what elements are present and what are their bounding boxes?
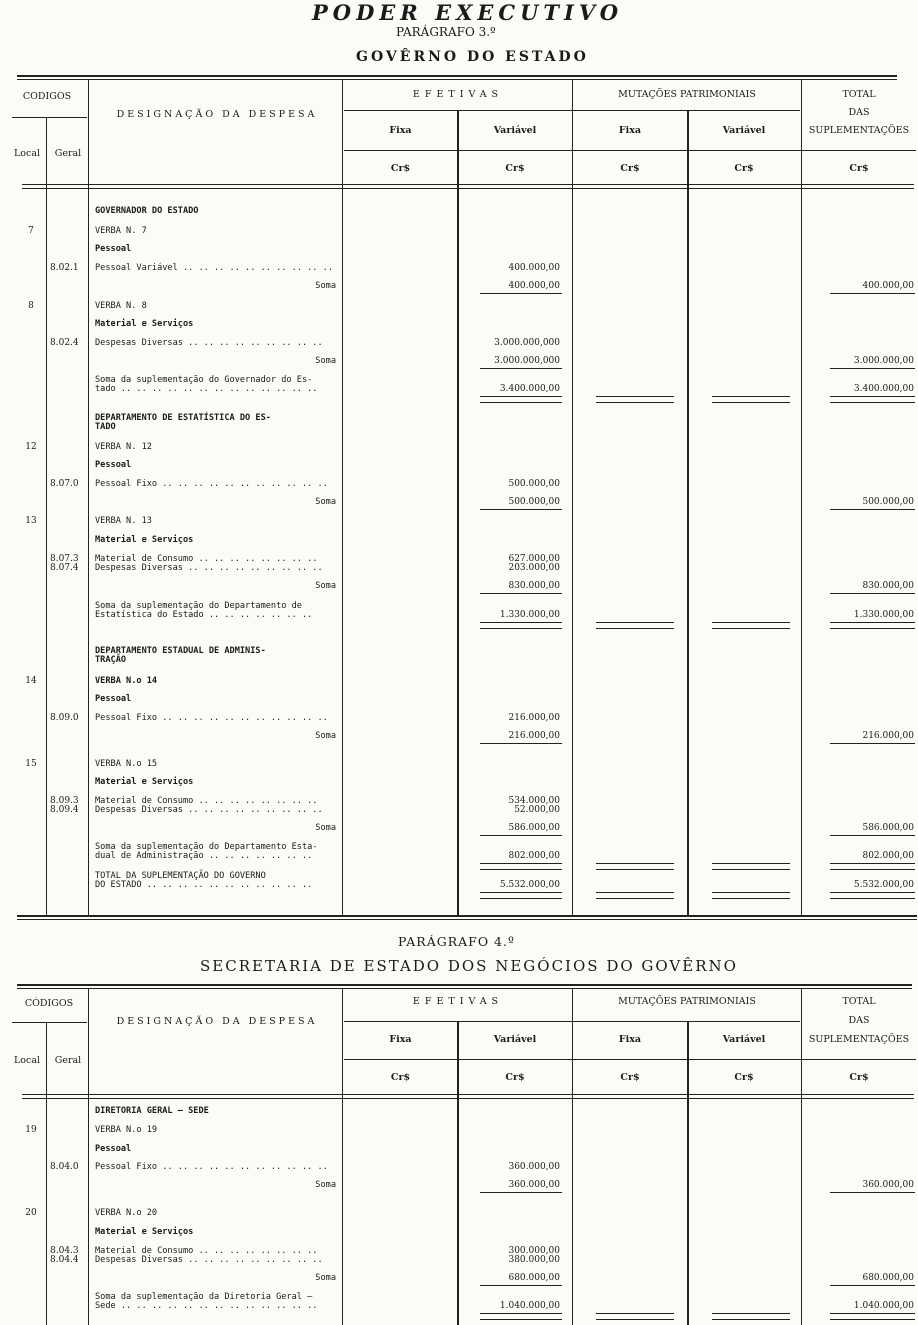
header-codigos: CODIGOS xyxy=(22,91,72,102)
variavel-value: 380.000,00 xyxy=(508,1255,560,1265)
soma-label: Soma xyxy=(315,281,336,291)
soma-label: Soma xyxy=(315,1273,336,1283)
row-local-code: 12 xyxy=(25,442,37,452)
row-description: Pessoal Fixo .. .. .. .. .. .. .. .. .. .. .. xyxy=(95,713,328,723)
header-geral: Geral xyxy=(54,1055,82,1066)
row-description: Soma da suplementação do Departamento Esta- xyxy=(95,842,318,852)
header-currency: Cr$ xyxy=(734,1072,754,1083)
row-geral-code: 8.09.3 xyxy=(50,796,79,806)
header-local: Local xyxy=(14,148,41,159)
row-description: Soma da suplementação da Diretoria Geral — xyxy=(95,1292,313,1302)
row-local-code: 8 xyxy=(28,301,34,311)
row-geral-code: 8.07.0 xyxy=(50,479,79,489)
variavel-value: 3.000.000,000 xyxy=(494,338,560,348)
row-description: Material e Serviços xyxy=(95,535,194,545)
row-description: VERBA N.o 15 xyxy=(95,759,158,769)
variavel-value: 400.000,00 xyxy=(508,263,560,273)
header-total: TOTAL xyxy=(842,89,876,100)
row-description: dual de Administração .. .. .. .. .. .. .. xyxy=(95,851,313,861)
total-value: 680.000,00 xyxy=(862,1273,914,1283)
row-description: Soma da suplementação do Governador do Es- xyxy=(95,375,313,385)
soma-label: Soma xyxy=(315,823,336,833)
row-geral-code: 8.07.4 xyxy=(50,563,79,573)
header-currency: Cr$ xyxy=(505,163,525,174)
row-description: VERBA N. 7 xyxy=(95,226,147,236)
row-description: Soma da suplementação do Departamento de xyxy=(95,601,302,611)
section-title-governo: GOVÊRNO DO ESTADO xyxy=(356,49,589,65)
variavel-value: 360.000,00 xyxy=(508,1180,560,1190)
total-value: 830.000,00 xyxy=(862,581,914,591)
row-description: Pessoal Variável .. .. .. .. .. .. .. .. .. .. xyxy=(95,263,333,273)
row-description: Estatística do Estado .. .. .. .. .. .. .. xyxy=(95,610,313,620)
soma-label: Soma xyxy=(315,581,336,591)
row-geral-code: 8.04.4 xyxy=(50,1255,79,1265)
row-description: Pessoal xyxy=(95,1144,132,1154)
header-suplementacoes: SUPLEMENTAÇÕES xyxy=(808,125,910,136)
variavel-value: 360.000,00 xyxy=(508,1162,560,1172)
header-efetivas: EFETIVAS xyxy=(412,996,504,1007)
total-value: 3.000.000,00 xyxy=(853,356,914,366)
total-value: 400.000,00 xyxy=(862,281,914,291)
header-efetivas: EFETIVAS xyxy=(412,89,504,100)
total-value: 500.000,00 xyxy=(862,497,914,507)
variavel-value: 500.000,00 xyxy=(508,479,560,489)
variavel-value: 52.000,00 xyxy=(514,805,560,815)
row-description: TRAÇÃO xyxy=(95,655,127,665)
row-description: DEPARTAMENTO ESTADUAL DE ADMINIS- xyxy=(95,646,266,656)
row-description: Material de Consumo .. .. .. .. .. .. .. .. xyxy=(95,1246,318,1256)
variavel-value: 216.000,00 xyxy=(508,731,560,741)
total-value: 1.330.000,00 xyxy=(853,610,914,620)
soma-label: Soma xyxy=(315,731,336,741)
row-description: VERBA N. 13 xyxy=(95,516,152,526)
total-value: 216.000,00 xyxy=(862,731,914,741)
row-geral-code: 8.02.4 xyxy=(50,338,79,348)
row-local-code: 14 xyxy=(25,676,37,686)
row-description: VERBA N.o 19 xyxy=(95,1125,158,1135)
row-description: DEPARTAMENTO DE ESTATÍSTICA DO ES- xyxy=(95,413,271,423)
variavel-value: 400.000,00 xyxy=(508,281,560,291)
row-description: Despesas Diversas .. .. .. .. .. .. .. .. .. xyxy=(95,338,323,348)
row-geral-code: 8.02.1 xyxy=(50,263,79,273)
row-description: VERBA N. 12 xyxy=(95,442,152,452)
row-description: Material de Consumo .. .. .. .. .. .. .. .. xyxy=(95,554,318,564)
header-fixa-mutacoes: Fixa xyxy=(618,1034,642,1045)
row-description: Pessoal xyxy=(95,460,132,470)
header-variavel-mutacoes: Variável xyxy=(722,125,766,136)
row-geral-code: 8.09.4 xyxy=(50,805,79,815)
variavel-value: 680.000,00 xyxy=(508,1273,560,1283)
row-description: Material e Serviços xyxy=(95,777,194,787)
total-value: 360.000,00 xyxy=(862,1180,914,1190)
paragraph-heading-4: PARÁGRAFO 4.º xyxy=(398,934,515,949)
header-codigos: CÓDIGOS xyxy=(24,998,74,1009)
soma-label: Soma xyxy=(315,497,336,507)
row-local-code: 7 xyxy=(28,226,34,236)
header-currency: Cr$ xyxy=(390,163,411,174)
row-description: Sede .. .. .. .. .. .. .. .. .. .. .. .. .. xyxy=(95,1301,318,1311)
header-variavel-mutacoes: Variável xyxy=(722,1034,766,1045)
row-description: DO ESTADO .. .. .. .. .. .. .. .. .. .. .. xyxy=(95,880,313,890)
variavel-value: 300.000,00 xyxy=(508,1246,560,1256)
row-local-code: 15 xyxy=(25,759,37,769)
row-description: VERBA N.o 14 xyxy=(95,676,158,686)
row-description: VERBA N.o 20 xyxy=(95,1208,158,1218)
soma-label: Soma xyxy=(315,356,336,366)
row-description: TADO xyxy=(95,422,116,432)
total-value: 1.040.000,00 xyxy=(853,1301,914,1311)
row-description: DIRETORIA GERAL — SEDE xyxy=(95,1106,209,1116)
variavel-value: 216.000,00 xyxy=(508,713,560,723)
header-fixa-efetivas: Fixa xyxy=(389,125,412,136)
header-currency: Cr$ xyxy=(734,163,754,174)
variavel-value: 534.000,00 xyxy=(508,796,560,806)
row-description: Material de Consumo .. .. .. .. .. .. .. .. xyxy=(95,796,318,806)
row-local-code: 19 xyxy=(25,1125,37,1135)
row-description: Material e Serviços xyxy=(95,319,194,329)
row-description: Pessoal Fixo .. .. .. .. .. .. .. .. .. .. .. xyxy=(95,479,328,489)
variavel-value: 830.000,00 xyxy=(508,581,560,591)
header-local: Local xyxy=(14,1055,41,1066)
variavel-value: 203.000,00 xyxy=(508,563,560,573)
header-designacao: DESIGNAÇÃO DA DESPESA xyxy=(116,109,318,120)
row-description: Despesas Diversas .. .. .. .. .. .. .. .. .. xyxy=(95,1255,323,1265)
soma-label: Soma xyxy=(315,1180,336,1190)
header-variavel-efetivas: Variável xyxy=(493,1034,537,1045)
variavel-value: 1.330.000,00 xyxy=(499,610,560,620)
paragraph-heading-3: PARÁGRAFO 3.º xyxy=(396,25,496,39)
header-fixa-mutacoes: Fixa xyxy=(618,125,642,136)
header-variavel-efetivas: Variável xyxy=(493,125,537,136)
section-title-secretaria: SECRETARIA DE ESTADO DOS NEGÓCIOS DO GOVÊRNO xyxy=(200,957,738,975)
total-value: 3.400.000,00 xyxy=(853,384,914,394)
variavel-value: 627.000,00 xyxy=(508,554,560,564)
total-value: 5.532.000,00 xyxy=(853,880,914,890)
row-geral-code: 8.04.0 xyxy=(50,1162,79,1172)
header-designacao: DESIGNAÇÃO DA DESPESA xyxy=(116,1016,318,1027)
row-geral-code: 8.07.3 xyxy=(50,554,79,564)
row-description: Despesas Diversas .. .. .. .. .. .. .. .. .. xyxy=(95,563,323,573)
header-das: DAS xyxy=(848,107,870,118)
row-description: Pessoal xyxy=(95,694,132,704)
total-value: 802.000,00 xyxy=(862,851,914,861)
header-currency: Cr$ xyxy=(620,1072,640,1083)
row-description: VERBA N. 8 xyxy=(95,301,147,311)
variavel-value: 5.532.000,00 xyxy=(499,880,560,890)
header-fixa-efetivas: Fixa xyxy=(389,1034,412,1045)
variavel-value: 500.000,00 xyxy=(508,497,560,507)
header-currency: Cr$ xyxy=(620,163,640,174)
header-das: DAS xyxy=(848,1015,870,1026)
row-description: GOVERNADOR DO ESTADO xyxy=(95,206,199,216)
row-geral-code: 8.04.3 xyxy=(50,1246,79,1256)
header-total: TOTAL xyxy=(842,996,876,1007)
header-mutacoes: MUTAÇÕES PATRIMONIAIS xyxy=(618,996,756,1007)
row-description: Pessoal xyxy=(95,244,132,254)
row-local-code: 20 xyxy=(25,1208,37,1218)
row-description: TOTAL DA SUPLEMENTAÇÃO DO GOVERNO xyxy=(95,871,266,881)
header-currency: Cr$ xyxy=(849,163,869,174)
header-currency: Cr$ xyxy=(849,1072,869,1083)
row-description: Pessoal Fixo .. .. .. .. .. .. .. .. .. .. .. xyxy=(95,1162,328,1172)
variavel-value: 802.000,00 xyxy=(508,851,560,861)
variavel-value: 1.040.000,00 xyxy=(499,1301,560,1311)
variavel-value: 3.000.000,000 xyxy=(494,356,560,366)
row-description: Despesas Diversas .. .. .. .. .. .. .. .. .. xyxy=(95,805,323,815)
row-description: Material e Serviços xyxy=(95,1227,194,1237)
variavel-value: 586.000,00 xyxy=(508,823,560,833)
header-suplementacoes: SUPLEMENTAÇÕES xyxy=(808,1034,910,1045)
header-mutacoes: MUTAÇÕES PATRIMONIAIS xyxy=(618,89,756,100)
header-currency: Cr$ xyxy=(390,1072,411,1083)
page-title: PODER EXECUTIVO xyxy=(312,0,624,25)
variavel-value: 3.400.000,00 xyxy=(499,384,560,394)
row-description: tado .. .. .. .. .. .. .. .. .. .. .. .. .. xyxy=(95,384,318,394)
total-value: 586.000,00 xyxy=(862,823,914,833)
row-local-code: 13 xyxy=(25,516,37,526)
header-geral: Geral xyxy=(54,148,82,159)
row-geral-code: 8.09.0 xyxy=(50,713,79,723)
header-currency: Cr$ xyxy=(505,1072,525,1083)
